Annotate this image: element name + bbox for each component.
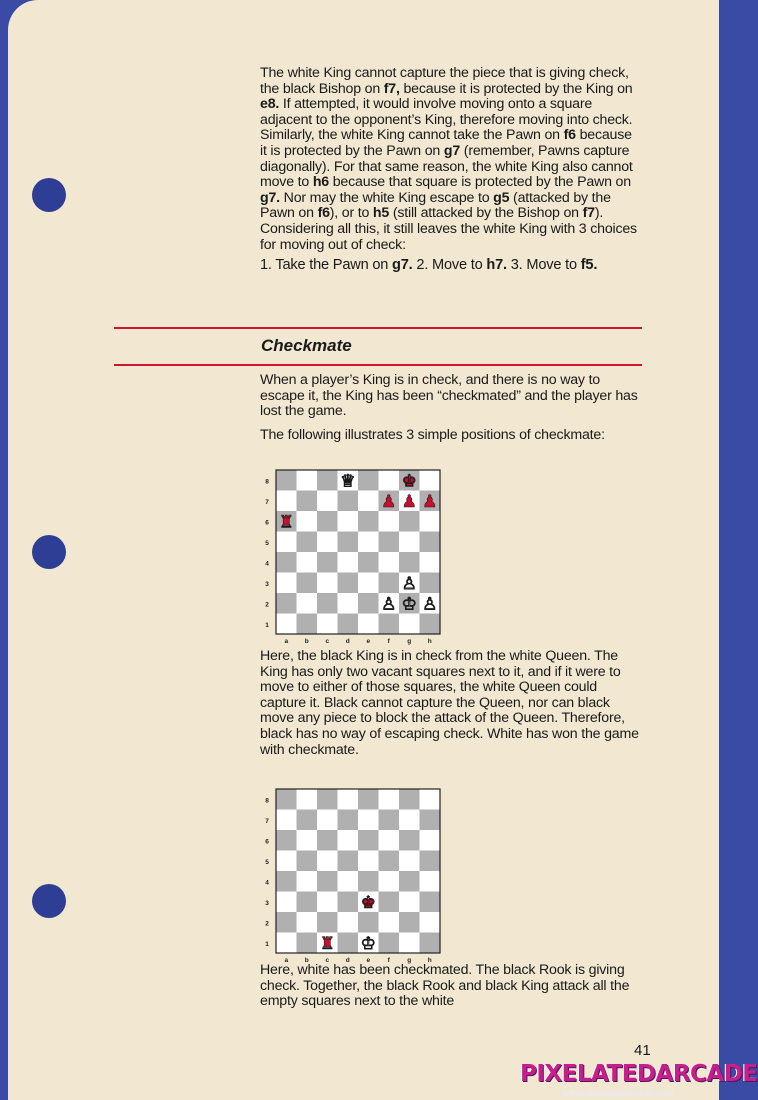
board-square-h7 xyxy=(420,810,441,831)
board-square-b7 xyxy=(297,491,318,512)
board-square-b4 xyxy=(297,871,318,892)
illustrates-text: The following illustrates 3 simple positions of checkmate: xyxy=(260,426,605,443)
checkmate-definition: When a player’s King is in check, and there is no way to escape it, the King has been “checkmated” and the player has lost the game. xyxy=(260,372,638,420)
board-square-b5 xyxy=(297,851,318,872)
board-square-g7 xyxy=(399,810,420,831)
rank-label: 4 xyxy=(265,879,269,887)
board-square-a6 xyxy=(276,830,297,851)
text-run: (still attacked by the Bishop on xyxy=(389,205,583,222)
board-square-e3 xyxy=(358,573,379,594)
file-label: e xyxy=(366,638,371,645)
board-square-f1 xyxy=(379,614,400,635)
choices-line xyxy=(260,258,640,274)
board-square-d7 xyxy=(338,491,359,512)
black-pawn-icon: ♟ xyxy=(401,491,417,512)
board-square-e8 xyxy=(358,470,379,491)
board-square-h4 xyxy=(420,871,441,892)
file-label: h xyxy=(427,638,432,645)
board-square-a8 xyxy=(276,470,297,491)
text-run: 1. Take the Pawn on xyxy=(260,257,393,274)
square-reference: h6 xyxy=(312,174,329,191)
board-square-d7 xyxy=(338,810,359,831)
board-square-h5 xyxy=(420,532,441,553)
rank-label: 2 xyxy=(265,601,269,609)
board-square-f5 xyxy=(379,532,400,553)
board-square-f8 xyxy=(379,789,400,810)
board-square-h8 xyxy=(420,470,441,491)
board-square-h3 xyxy=(420,892,441,913)
text-run: because it is protected by the Pawn on xyxy=(260,127,632,159)
board-square-b4 xyxy=(297,552,318,573)
rank-label: 1 xyxy=(265,621,269,629)
board-square-b2 xyxy=(297,912,318,933)
file-label: c xyxy=(325,957,330,964)
square-reference: f5. xyxy=(580,257,598,274)
board-square-g1 xyxy=(399,614,420,635)
board-square-f4 xyxy=(379,552,400,573)
text-run: (remember, Pawns capture diagonally). For that same reason, the white King also cannot move to xyxy=(260,142,633,191)
file-label: d xyxy=(345,638,350,645)
board-square-d3 xyxy=(338,892,359,913)
board-square-e5 xyxy=(358,532,379,553)
watermark-logo: PIXELATEDARCADE xyxy=(520,1061,758,1087)
rank-label: 6 xyxy=(265,519,269,527)
board-square-c3 xyxy=(317,892,338,913)
rank-label: 7 xyxy=(265,817,269,825)
text-run: ), or to xyxy=(329,205,373,222)
board-square-e8 xyxy=(358,789,379,810)
black-king-icon: ♚ xyxy=(360,892,376,913)
white-pawn-icon: ♙ xyxy=(401,573,417,594)
board-square-h8 xyxy=(420,789,441,810)
board-square-d5 xyxy=(338,851,359,872)
board-square-c2 xyxy=(317,593,338,614)
board-square-h1 xyxy=(420,614,441,635)
text-run: Nor may the white King escape to xyxy=(279,189,494,206)
board-square-d3 xyxy=(338,573,359,594)
file-label: a xyxy=(284,957,289,964)
board-square-g3 xyxy=(399,892,420,913)
board-square-a1 xyxy=(276,933,297,954)
intro-column xyxy=(260,66,640,274)
board-square-c3 xyxy=(317,573,338,594)
white-king-icon: ♔ xyxy=(401,594,417,615)
rank-label: 7 xyxy=(265,498,269,506)
board-square-h4 xyxy=(420,552,441,573)
text-run: If attempted, it would involve moving onto a square adjacent to the opponent’s King, therefore moving into check. Similarly, the white King cannot take the Pawn on xyxy=(260,96,633,144)
page-number: 41 xyxy=(634,1042,651,1059)
file-label: f xyxy=(387,957,390,964)
board-square-d6 xyxy=(338,830,359,851)
text-run: The white King cannot capture the piece that is giving check, the black Bishop on xyxy=(260,65,629,97)
board-square-h3 xyxy=(420,573,441,594)
file-label: d xyxy=(345,957,350,964)
binder-hole xyxy=(32,178,66,212)
board-square-b3 xyxy=(297,892,318,913)
board-square-a3 xyxy=(276,892,297,913)
text-run: 3. Move to xyxy=(506,257,581,274)
manual-page xyxy=(8,0,719,1100)
board-square-a2 xyxy=(276,593,297,614)
text-run: because that square is protected by the Pawn on xyxy=(328,174,631,191)
file-label: e xyxy=(366,957,371,964)
board-square-a5 xyxy=(276,532,297,553)
board-square-d1 xyxy=(338,614,359,635)
square-reference: g5 xyxy=(493,189,510,206)
binder-hole xyxy=(32,884,66,918)
file-label: c xyxy=(325,638,330,645)
board-square-a1 xyxy=(276,614,297,635)
board-square-d5 xyxy=(338,532,359,553)
board-square-f7 xyxy=(379,810,400,831)
black-king-icon: ♚ xyxy=(401,471,417,492)
board-square-e6 xyxy=(358,511,379,532)
heading-rule-bottom xyxy=(114,364,642,366)
text-run: because it is protected by the King on xyxy=(399,80,633,97)
board-square-a8 xyxy=(276,789,297,810)
board1-caption-block xyxy=(260,649,640,758)
board-square-d1 xyxy=(338,933,359,954)
rank-label: 3 xyxy=(265,580,269,588)
square-reference: f6 xyxy=(563,127,576,144)
board-square-d2 xyxy=(338,912,359,933)
board-square-h6 xyxy=(420,830,441,851)
binder-hole xyxy=(32,535,66,569)
white-pawn-icon: ♙ xyxy=(381,594,397,615)
chessboard-2-svg xyxy=(260,787,450,962)
board-square-c6 xyxy=(317,511,338,532)
board-square-g5 xyxy=(399,851,420,872)
board-square-e7 xyxy=(358,810,379,831)
square-reference: g7 xyxy=(443,142,461,159)
board-square-b8 xyxy=(297,470,318,491)
rank-label: 2 xyxy=(265,920,269,928)
board-square-e2 xyxy=(358,912,379,933)
board-square-a4 xyxy=(276,871,297,892)
board-square-f2 xyxy=(379,912,400,933)
board-square-g5 xyxy=(399,532,420,553)
square-reference: h7. xyxy=(486,257,507,274)
board-square-a3 xyxy=(276,573,297,594)
board-square-d4 xyxy=(338,552,359,573)
board-square-d4 xyxy=(338,871,359,892)
file-label: f xyxy=(387,638,390,645)
board-square-e5 xyxy=(358,851,379,872)
black-pawn-icon: ♟ xyxy=(381,491,397,512)
board-square-d2 xyxy=(338,593,359,614)
black-pawn-icon: ♟ xyxy=(422,491,438,512)
file-label: a xyxy=(284,638,289,645)
rank-label: 6 xyxy=(265,838,269,846)
square-reference: f7 xyxy=(582,205,595,222)
text-run: ). Considering all this, it still leaves the white King with 3 choices for moving out of check: xyxy=(260,205,637,253)
square-reference: h5 xyxy=(372,205,390,222)
board-square-f8 xyxy=(379,470,400,491)
board-square-b2 xyxy=(297,593,318,614)
section-heading: Checkmate xyxy=(261,336,352,355)
board-square-b5 xyxy=(297,532,318,553)
heading-rule-top xyxy=(114,327,642,329)
text-run: (attacked by the Pawn on xyxy=(260,189,611,222)
board-square-e1 xyxy=(358,614,379,635)
text-run: 2. Move to xyxy=(412,257,487,274)
board-square-g4 xyxy=(399,552,420,573)
board-square-g6 xyxy=(399,830,420,851)
board-square-c5 xyxy=(317,532,338,553)
board-square-b1 xyxy=(297,614,318,635)
square-reference: f6 xyxy=(317,205,330,222)
board-square-e2 xyxy=(358,593,379,614)
rank-label: 4 xyxy=(265,560,269,568)
board-square-f6 xyxy=(379,511,400,532)
board-square-c1 xyxy=(317,614,338,635)
board-square-a5 xyxy=(276,851,297,872)
board-square-e6 xyxy=(358,830,379,851)
rank-label: 3 xyxy=(265,899,269,907)
intro-paragraph xyxy=(260,66,640,253)
board-square-f5 xyxy=(379,851,400,872)
file-label: b xyxy=(304,638,309,645)
board-square-h1 xyxy=(420,933,441,954)
board-square-d8 xyxy=(338,789,359,810)
white-king-icon: ♔ xyxy=(360,933,376,954)
chessboard-2 xyxy=(260,787,450,962)
rank-label: 5 xyxy=(265,858,269,866)
board-square-g8 xyxy=(399,789,420,810)
board-square-a4 xyxy=(276,552,297,573)
board-square-c4 xyxy=(317,871,338,892)
board-square-b1 xyxy=(297,933,318,954)
board-square-g6 xyxy=(399,511,420,532)
board-square-c5 xyxy=(317,851,338,872)
file-label: h xyxy=(427,957,432,964)
board-square-c6 xyxy=(317,830,338,851)
board-square-f3 xyxy=(379,892,400,913)
watermark-url: www.pixelatedarcade.com xyxy=(562,1089,674,1099)
file-label: g xyxy=(407,957,412,964)
square-reference: e8. xyxy=(260,96,280,113)
board-square-h5 xyxy=(420,851,441,872)
board-square-f3 xyxy=(379,573,400,594)
black-rook-icon: ♜ xyxy=(319,933,335,954)
board-square-a2 xyxy=(276,912,297,933)
board-square-e7 xyxy=(358,491,379,512)
board-square-b3 xyxy=(297,573,318,594)
board-square-f4 xyxy=(379,871,400,892)
rank-label: 1 xyxy=(265,940,269,948)
board-square-c4 xyxy=(317,552,338,573)
black-rook-icon: ♜ xyxy=(278,512,294,533)
board-square-g4 xyxy=(399,871,420,892)
board-square-c8 xyxy=(317,789,338,810)
file-label: b xyxy=(304,957,309,964)
board-square-g1 xyxy=(399,933,420,954)
board-square-b8 xyxy=(297,789,318,810)
board2-caption-block xyxy=(260,963,640,1010)
definition-block xyxy=(260,373,640,443)
board-square-g2 xyxy=(399,912,420,933)
rank-label: 5 xyxy=(265,539,269,547)
board-square-c2 xyxy=(317,912,338,933)
board-square-b6 xyxy=(297,830,318,851)
rank-label: 8 xyxy=(265,478,269,486)
white-pawn-icon: ♙ xyxy=(422,594,438,615)
board-square-e4 xyxy=(358,871,379,892)
board1-caption: Here, the black King is in check from the white Queen. The King has only two vacant squares next to it, and if it were to move to either of those squares, the white Queen could capture it. Black cannot capture the Queen, nor can black move any piece to block the attack of the Queen. Therefore, black has no way of escaping check. White has won the game with checkmate. xyxy=(260,648,639,758)
board-square-a7 xyxy=(276,810,297,831)
board-square-h6 xyxy=(420,511,441,532)
board-square-f1 xyxy=(379,933,400,954)
rank-label: 8 xyxy=(265,797,269,805)
board2-caption: Here, white has been checkmated. The black Rook is giving check. Together, the black Rook and black King attack all the empty squares next to the white xyxy=(260,962,630,1010)
board-square-f6 xyxy=(379,830,400,851)
white-queen-icon: ♕ xyxy=(340,471,356,492)
square-reference: f7, xyxy=(383,80,400,97)
board-square-b6 xyxy=(297,511,318,532)
board-square-d6 xyxy=(338,511,359,532)
board-square-a7 xyxy=(276,491,297,512)
board-square-c8 xyxy=(317,470,338,491)
board-square-c7 xyxy=(317,491,338,512)
board-square-c7 xyxy=(317,810,338,831)
chessboard-1 xyxy=(260,468,450,643)
board-square-b7 xyxy=(297,810,318,831)
square-reference: g7. xyxy=(392,257,413,274)
board-square-h2 xyxy=(420,912,441,933)
chessboard-1-svg xyxy=(260,468,450,643)
board-square-e4 xyxy=(358,552,379,573)
file-label: g xyxy=(407,638,412,645)
square-reference: g7. xyxy=(260,189,280,206)
